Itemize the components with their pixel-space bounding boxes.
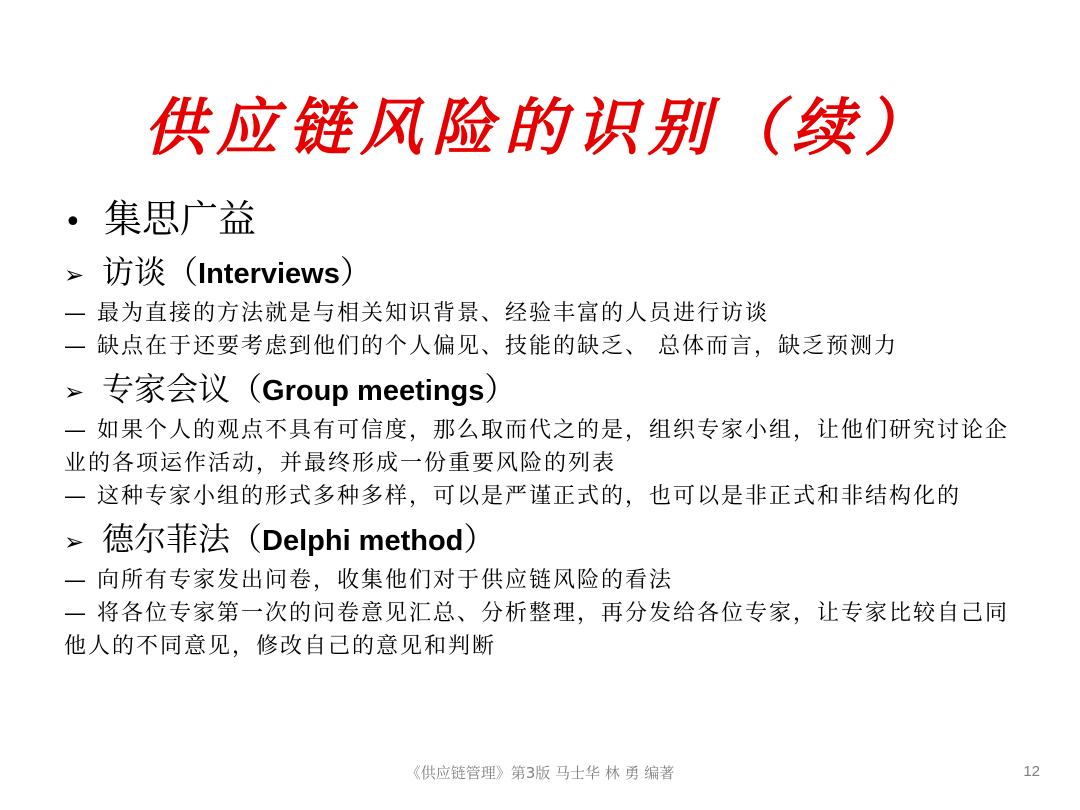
heading-en: Group meetings [262, 375, 485, 407]
paragraph: — 向所有专家发出问卷，收集他们对于供应链风险的看法 [64, 568, 673, 593]
slide-title: 供应链风险的识别（续） [143, 91, 936, 164]
heading-cn: 专家会议（ [102, 370, 263, 408]
arrow-bullet-icon: ➢ [64, 378, 85, 406]
slide-footer: 《供应链管理》第3版 马士华 林 勇 编著 [405, 764, 675, 782]
main-bullet [64, 192, 1024, 246]
paragraph: — 如果个人的观点不具有可信度，那么取而代之的是，组织专家小组，让他们研究讨论企业的各项运作活动，并最终形成一份重要风险的列表 [64, 418, 1009, 476]
bullet-dot-icon: • [64, 205, 82, 240]
heading-cn: 访谈（ [102, 253, 199, 291]
heading-close: ） [484, 370, 517, 408]
section-heading-group-meetings [64, 367, 1024, 414]
heading-cn: 德尔菲法（ [102, 520, 263, 558]
heading-close: ） [339, 253, 372, 291]
arrow-bullet-icon: ➢ [64, 528, 85, 556]
paragraph: — 最为直接的方法就是与相关知识背景、经验丰富的人员进行访谈 [64, 301, 769, 326]
paragraph: — 缺点在于还要考虑到他们的个人偏见、技能的缺乏、 总体而言，缺乏预测力 [64, 334, 898, 359]
main-bullet-text: 集思广益 [104, 197, 257, 241]
slide-content [64, 192, 1024, 663]
section-heading-delphi-method [64, 517, 1024, 564]
section-heading-interviews [64, 250, 1024, 297]
paragraph: — 这种专家小组的形式多种多样，可以是严谨正式的，也可以是非正式和非结构化的 [64, 484, 961, 509]
paragraph: — 将各位专家第一次的问卷意见汇总、分析整理，再分发给各位专家，让专家比较自己同他人的不同意见，修改自己的意见和判断 [64, 601, 1009, 659]
heading-en: Delphi method [262, 525, 464, 557]
page-number: 12 [1023, 763, 1040, 780]
arrow-bullet-icon: ➢ [64, 261, 85, 289]
heading-en: Interviews [198, 258, 340, 290]
heading-close: ） [463, 520, 496, 558]
